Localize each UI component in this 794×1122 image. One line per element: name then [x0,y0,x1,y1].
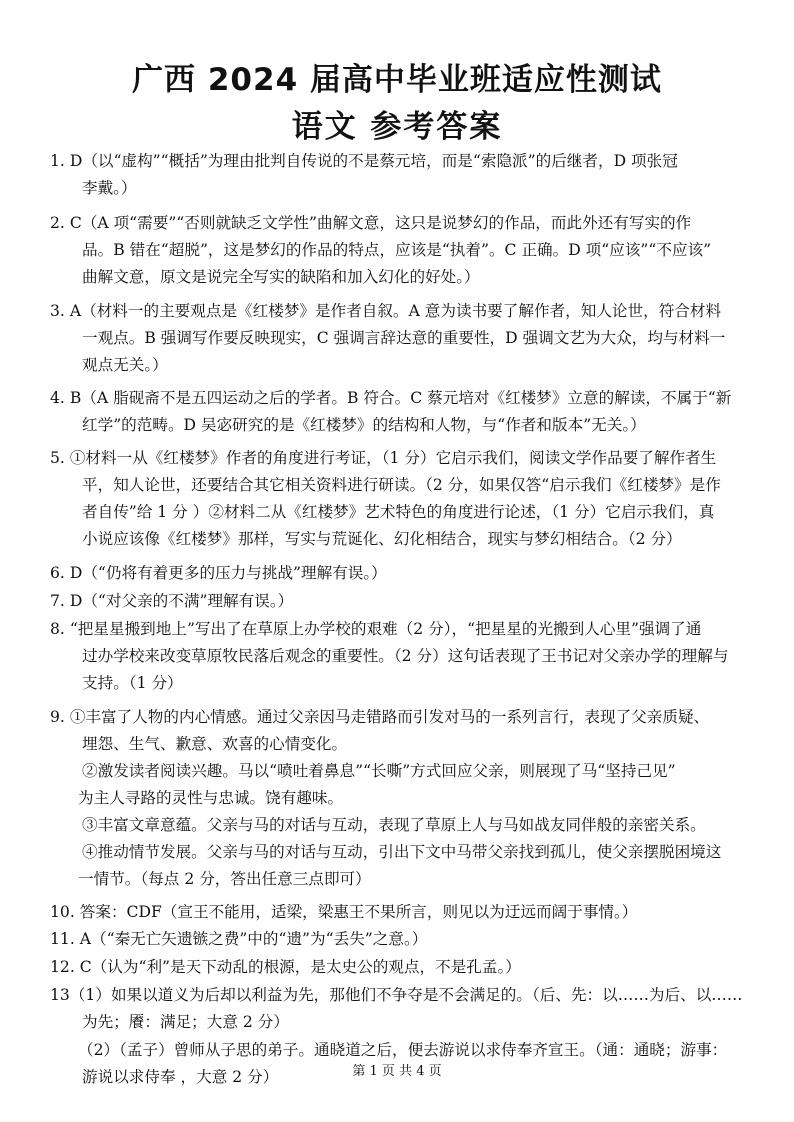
answer-line: 13（1）如果以道义为后却以利益为先，那他们不争夺是不会满足的。（后、先：以……为后、以…… [50,986,743,1004]
answer-line: 4. B（A 脂砚斋不是五四运动之后的学者。B 符合。C 蔡元培对《红楼梦》立意的解读，不属于“新 [50,389,732,407]
answer-line: 为先；餍：满足；大意 2 分） [82,1013,289,1031]
answer-line: 12. C（认为“利”是天下动乱的根源，是太史公的观点，不是孔孟。） [50,958,521,976]
answer-line: 一观点。B 强调写作要反映现实，C 强调言辞达意的重要性，D 强调文艺为大众，均与材料一 [82,329,726,347]
answer-line: ③丰富文章意蕴。父亲与马的对话与互动，表现了草原上人与马如战友同伴般的亲密关系。 [82,816,706,834]
answer-line: 曲解文意，原文是说完全写实的缺陷和加入幻化的好处。） [82,268,480,286]
answer-line: 1. D（以“虚构”“概括”为理由批判自传说的不是蔡元培，而是“索隐派”的后继者，D 项张冠 [50,152,678,170]
answer-line: 过办学校来改变草原牧民落后观念的重要性。（2 分）这句话表现了王书记对父亲办学的理解与 [82,647,729,665]
answer-line: 8. “把星星搬到地上”写出了在草原上办学校的艰难（2 分），“把星星的光搬到人心里”强调了通 [50,620,702,638]
answer-line: 3. A（材料一的主要观点是《红楼梦》是作者自叙。A 意为读书要了解作者，知人论世，符合材料 [50,302,722,320]
answer-line: 为主人寻路的灵性与忠诚。饶有趣味。 [78,789,344,807]
answer-line: 10. 答案：CDF（宣王不能用，适梁，梁惠王不果所言，则见以为迂远而阔于事情。） [50,903,638,921]
answer-line: 一情节。（每点 2 分，答出任意三点即可） [78,870,371,888]
answer-line: 埋怨、生气、歉意、欢喜的心情变化。 [82,735,348,753]
page-number: 第 1 页 共 4 页 [352,1064,442,1079]
answer-line: 小说应该像《红楼梦》那样，写实与荒诞化、幻化相结合，现实与梦幻相结合。（2 分） [82,530,682,548]
answer-line: （2）（孟子）曾师从子思的弟子。通晓道之后，便去游说以求侍奉齐宣王。（通：通晓；游事： [78,1041,728,1059]
answer-line: 红学”的范畴。D 吴宓研究的是《红楼梦》的结构和人物，与“作者和版本”无关。） [82,416,646,434]
answer-line: 11. A（“秦无亡矢遗镞之费”中的“遗”为“丢失”之意。） [50,930,428,948]
answer-line: 5. ①材料一从《红楼梦》作者的角度进行考证，（1 分）它启示我们，阅读文学作品要了解作者生 [50,449,717,467]
answer-line: 品。B 错在“超脱”，这是梦幻的作品的特点，应该是“执着”。C 正确。D 项“应该”“不应该” [82,241,712,259]
answer-line: 游说以求侍奉 ，大意 2 分） [82,1068,279,1086]
answer-line: 9. ①丰富了人物的内心情感。通过父亲因马走错路而引发对马的一系列言行，表现了父亲质疑、 [50,708,710,726]
answer-line: 7. D（“对父亲的不满”理解有误。） [50,592,294,610]
page-title: 广西 2024 届高中毕业班适应性测试 [132,62,662,98]
answer-line: 平，知人论世，还要结合其它相关资料进行研读。（2 分，如果仅答“启示我们《红楼梦》是作 [82,476,721,494]
answer-line: 李戴。） [82,179,137,197]
answer-line: 支持。（1 分） [82,674,183,692]
answer-line: ②激发读者阅读兴趣。马以“喷吐着鼻息”“长嘶”方式回应父亲，则展现了马“坚持己见” [82,762,676,780]
answer-line: ④推动情节发展。父亲与马的对话与互动，引出下文中马带父亲找到孤儿，使父亲摆脱困境这 [82,843,722,861]
page-subtitle: 语文 参考答案 [291,109,503,145]
answer-line: 者自传”给 1 分 ）②材料二从《红楼梦》艺术特色的角度进行论述，（1 分）它启示我们，真 [82,503,715,521]
answer-line: 2. C（A 项“需要”“否则就缺乏文学性”曲解文意，这只是说梦幻的作品，而此外还有写实的作 [50,214,692,232]
answer-line: 观点无关。） [82,356,168,374]
answer-line: 6. D（“仍将有着更多的压力与挑战”理解有误。） [50,564,387,582]
